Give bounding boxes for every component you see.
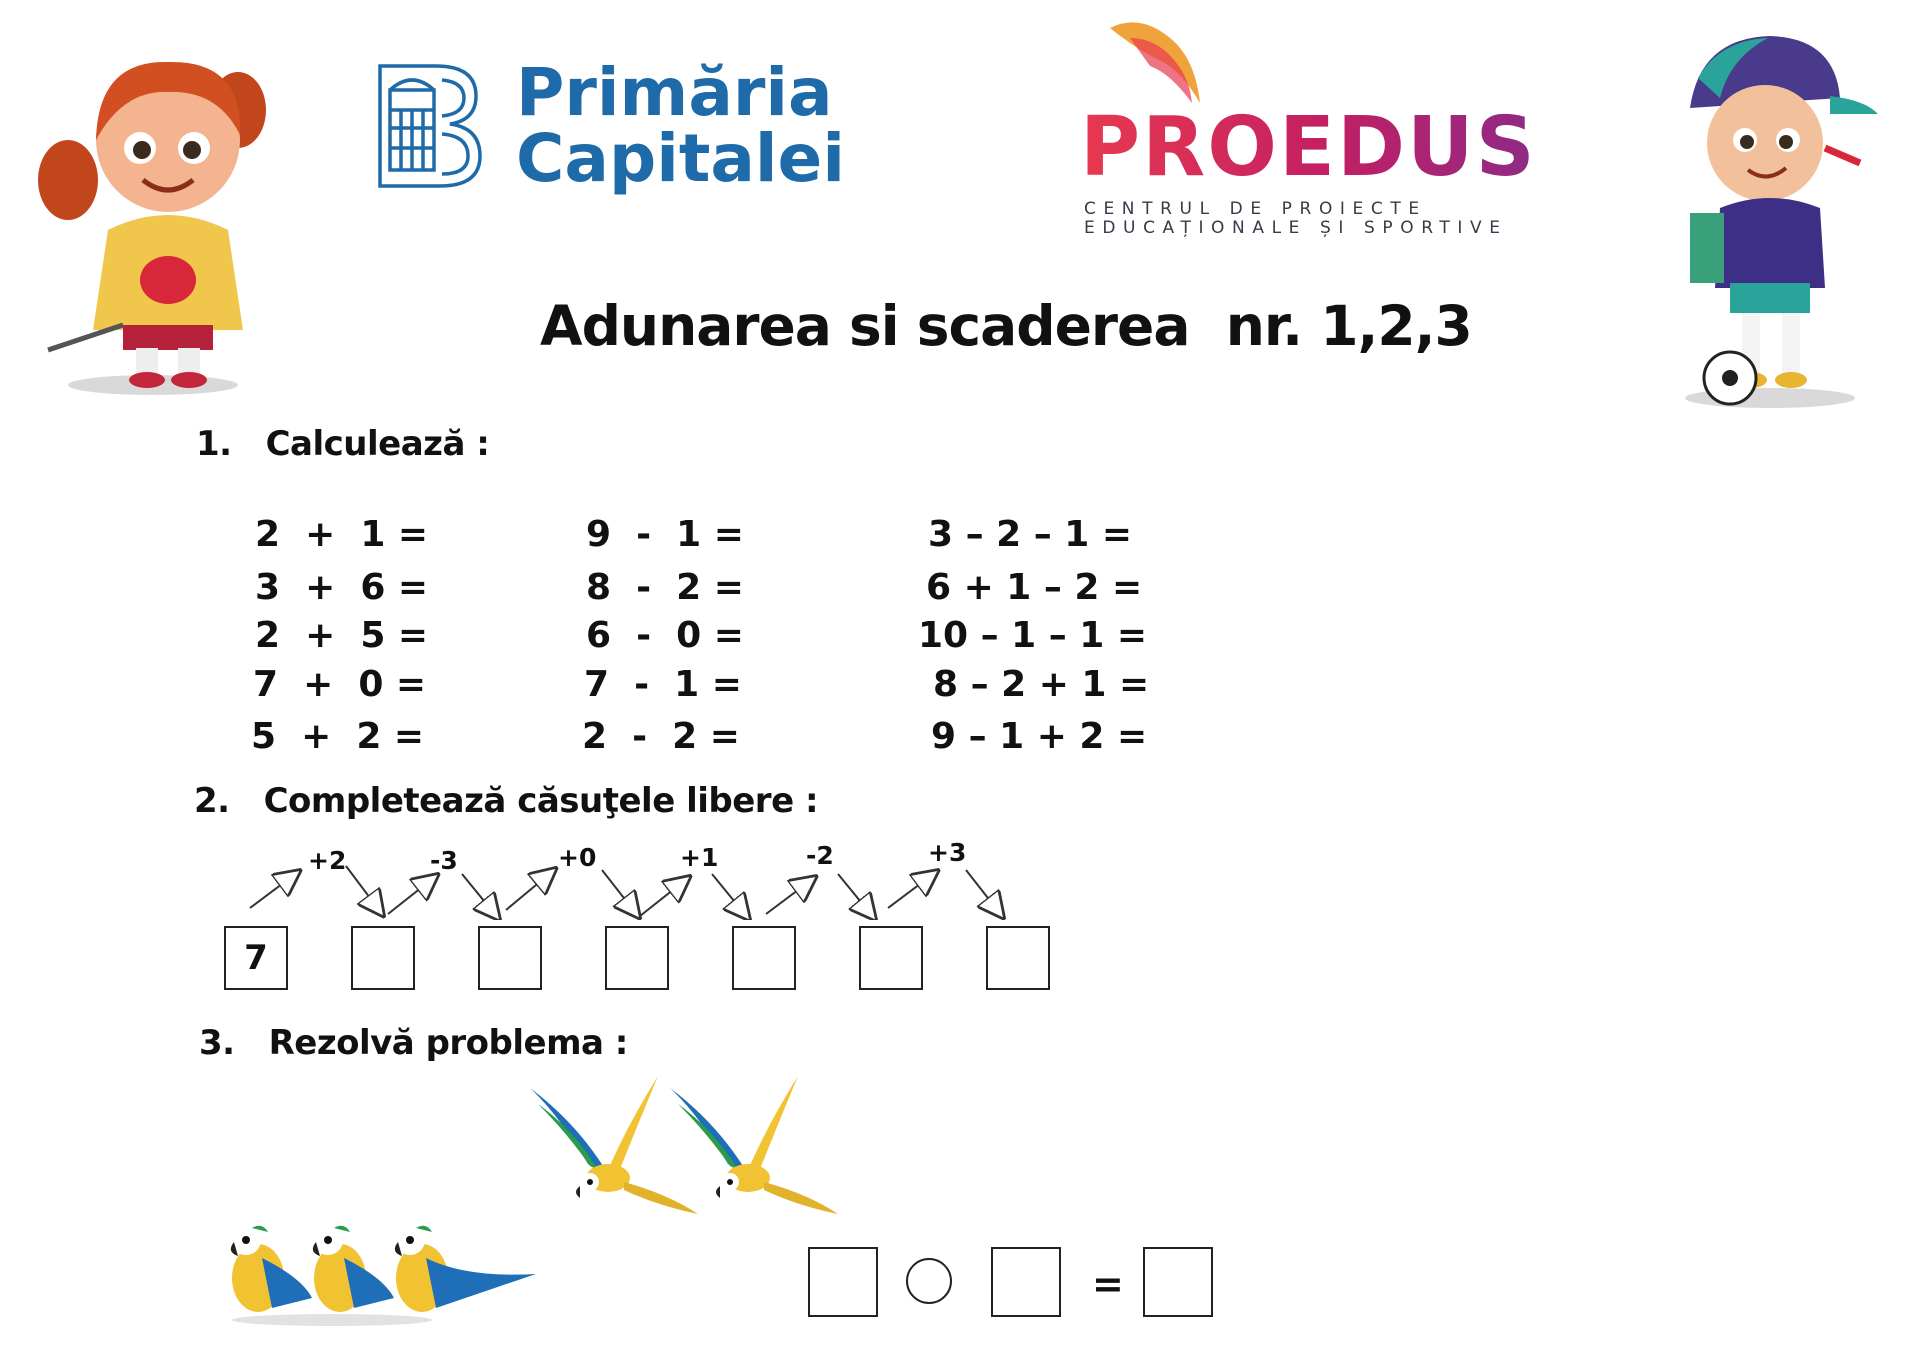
arrow-down-icon — [602, 870, 638, 916]
equation: 5 + 2 = — [251, 716, 425, 757]
equation: 9 – 1 + 2 = — [931, 716, 1148, 757]
sitting-parrots-illustration — [222, 1218, 542, 1328]
section-2-heading: 2. Completează căsuţele libere : — [194, 781, 819, 821]
flying-parrot-icon — [530, 1076, 698, 1214]
arrow-up-icon — [250, 872, 298, 908]
primaria-capitalei-logo — [376, 54, 845, 197]
proedus-subtitle-2: EDUCAȚIONALE ȘI SPORTIVE — [1084, 218, 1508, 238]
equation: 7 + 0 = — [253, 664, 427, 705]
equation: 8 – 2 + 1 = — [933, 664, 1150, 705]
operation-label: -2 — [806, 841, 834, 870]
equation: 8 - 2 = — [586, 567, 744, 608]
arrow-down-icon — [838, 874, 874, 918]
arrow-down-icon — [712, 874, 748, 918]
operation-label: -3 — [430, 846, 458, 875]
equation: 3 – 2 – 1 = — [928, 514, 1132, 555]
equation: 6 - 0 = — [586, 615, 744, 656]
boy-character-illustration — [1650, 18, 1890, 410]
primaria-line-1: Primăria — [516, 54, 833, 131]
flame-icon — [1100, 18, 1210, 108]
arrow-up-icon — [640, 878, 688, 916]
flying-parrots-illustration — [528, 1074, 848, 1234]
equation: 7 - 1 = — [584, 664, 742, 705]
equation: 6 + 1 – 2 = — [926, 567, 1143, 608]
section-3-heading: 3. Rezolvă problema : — [199, 1023, 628, 1063]
equation: 3 + 6 = — [255, 567, 429, 608]
operator-circle[interactable] — [906, 1258, 952, 1304]
equation: 2 + 5 = — [255, 615, 429, 656]
operand-box[interactable] — [808, 1247, 878, 1317]
operation-label: +3 — [928, 838, 967, 867]
flying-parrot-icon — [670, 1076, 838, 1214]
sitting-parrot-icon — [231, 1225, 312, 1312]
result-box[interactable] — [1143, 1247, 1213, 1317]
arrow-up-icon — [888, 872, 936, 908]
equation: 10 – 1 – 1 = — [918, 615, 1148, 656]
arrow-down-icon — [346, 866, 382, 914]
page-title: Adunarea si scaderea nr. 1,2,3 — [540, 294, 1472, 358]
proedus-subtitle-1: CENTRUL DE PROIECTE — [1084, 199, 1427, 219]
operand-box[interactable] — [991, 1247, 1061, 1317]
primaria-line-2: Capitalei — [516, 120, 845, 197]
operation-label: +1 — [680, 843, 719, 872]
operation-label: +2 — [308, 846, 347, 875]
answer-box[interactable] — [986, 926, 1050, 990]
answer-box[interactable] — [732, 926, 796, 990]
arrow-up-icon — [506, 870, 554, 910]
primaria-emblem-icon — [376, 62, 484, 190]
equation: 2 - 2 = — [582, 716, 740, 757]
arrow-up-icon — [766, 878, 814, 914]
section-1-heading: 1. Calculează : — [196, 424, 490, 464]
operation-arrows — [240, 840, 1020, 920]
start-value-box: 7 — [224, 926, 288, 990]
equation: 2 + 1 = — [255, 514, 429, 555]
proedus-wordmark: PROEDUS — [1080, 100, 1537, 195]
arrow-up-icon — [388, 876, 436, 914]
arrow-down-icon — [462, 874, 498, 918]
equation: 9 - 1 = — [586, 514, 744, 555]
answer-box[interactable] — [351, 926, 415, 990]
girl-character-illustration — [28, 30, 278, 400]
arrow-down-icon — [966, 870, 1002, 916]
answer-box[interactable] — [605, 926, 669, 990]
sitting-parrot-icon — [313, 1225, 394, 1312]
proedus-logo — [1080, 18, 1537, 238]
equals-sign: = — [1092, 1262, 1124, 1306]
operation-label: +0 — [558, 843, 597, 872]
answer-box[interactable] — [478, 926, 542, 990]
sitting-parrot-icon — [395, 1225, 536, 1312]
answer-box[interactable] — [859, 926, 923, 990]
